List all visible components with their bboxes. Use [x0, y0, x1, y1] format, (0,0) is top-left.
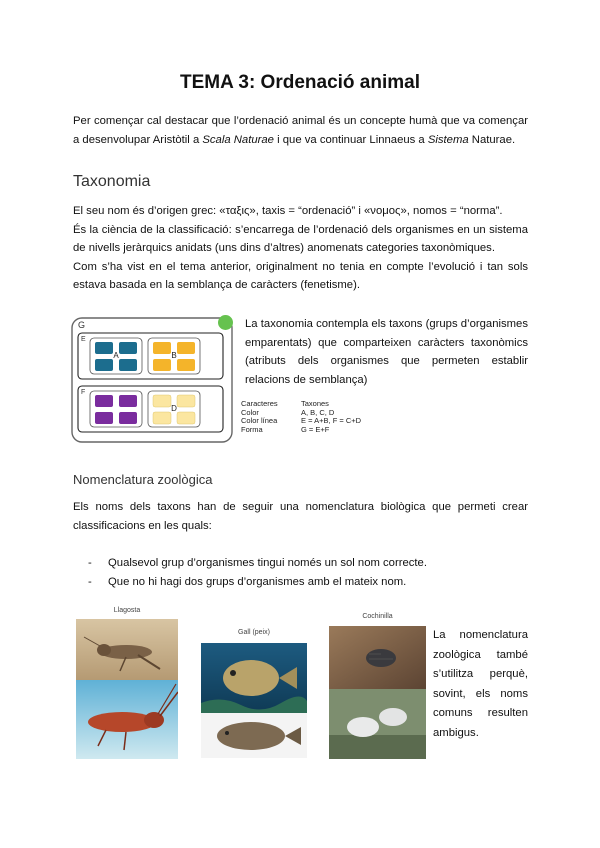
caption-gall-peix: Gall (peix) — [238, 629, 270, 636]
cell-b — [177, 342, 195, 354]
intro-text-3: Naturae. — [468, 133, 516, 146]
list-item: - Qualsevol grup d’organismes tingui només un sol nom correcte. — [88, 554, 528, 573]
woodlouse-photo — [329, 626, 426, 689]
caption-llagosta: Llagosta — [113, 607, 141, 614]
cell-d — [153, 395, 171, 407]
diagram-legend — [241, 400, 381, 440]
cell-a — [119, 342, 137, 354]
fish-underwater-photo — [201, 643, 307, 713]
grasshopper-photo — [76, 619, 178, 680]
taxon-explanation: La taxonomia contempla els taxons (grups d’organismes emparentats) que comparteixen caràcters taxonòmics (atributs dels organismes que permeten establir relacions de semblança) — [245, 318, 528, 386]
group-e-outline — [78, 333, 223, 379]
legend-row: Caracteres Taxones — [241, 399, 329, 408]
cell-a — [95, 342, 113, 354]
nomenclatura-side-text: La nomenclatura zoològica també s’utilitza perquè, sovint, els noms comuns resulten ambigus. — [433, 629, 528, 739]
intro-paragraph — [73, 112, 528, 149]
label-d: D — [171, 404, 177, 413]
label-f: F — [81, 389, 86, 396]
section-heading-taxonomia: Taxonomia — [73, 173, 151, 190]
taxonomy-diagram — [70, 316, 235, 444]
green-bullet-icon — [218, 315, 233, 330]
cell-d — [177, 412, 195, 424]
legend-row: Forma G = E+F — [241, 424, 330, 434]
cell-c — [119, 412, 137, 424]
intro-text-2: i que va continuar Linnaeus a — [273, 133, 428, 146]
legend-row: Color línea E = A+B, F = C+D — [241, 416, 362, 426]
label-b: B — [171, 351, 177, 360]
intro-work-sistema: Sistema — [427, 133, 469, 146]
lobster-photo — [76, 680, 178, 759]
taxonomia-definition: És la ciència de la classificació: s’encarrega de l’ordenació dels organismes en un sistema de nivells jeràrquics anidats (uns dins d’altres) anomenats categories taxonòmiques. — [73, 223, 528, 254]
cell-b — [153, 342, 171, 354]
cell-a — [119, 359, 137, 371]
caption-cochinilla: Cochinilla — [362, 613, 393, 620]
cell-d — [153, 412, 171, 424]
label-a: A — [113, 351, 119, 360]
legend-row: Color A, B, C, D — [241, 407, 335, 417]
group-f-outline — [78, 386, 223, 432]
page-title: TEMA 3: Ordenació animal — [179, 72, 420, 93]
taxonomia-paragraphs — [73, 202, 528, 295]
taxonomia-history: Com s’ha vist en el tema anterior, originalment no tenia en compte l’evolució i tan sols estava basada en la semblança de caràcters (fenetisme). — [73, 260, 528, 291]
cell-c — [119, 395, 137, 407]
cell-d — [177, 395, 195, 407]
mealybug-photo — [329, 689, 426, 759]
section-heading-nomenclatura: Nomenclatura zoològica — [73, 472, 213, 487]
nomenclatura-rules-list — [88, 554, 528, 592]
cell-c — [95, 395, 113, 407]
cell-b — [177, 359, 195, 371]
label-g: G — [78, 320, 86, 330]
intro-work-scala-naturae: Scala Naturae — [202, 133, 274, 146]
intro-text-1: Per començar cal destacar que l’ordenació animal és un concepte humà que va començar a desenvolupar Aristòtil a — [73, 115, 528, 146]
taxonomia-etymology: El seu nom és d’origen grec: «ταξις», taxis = “ordenació” i «νομος», nomos = “norma”. — [73, 205, 503, 217]
label-c: C — [113, 404, 119, 413]
label-e: E — [81, 336, 86, 343]
cell-a — [95, 359, 113, 371]
cell-c — [95, 412, 113, 424]
fish-flat-photo — [201, 713, 307, 758]
list-item: - Que no hi hagi dos grups d’organismes amb el mateix nom. — [88, 573, 528, 592]
nomenclatura-intro: Els noms dels taxons han de seguir una nomenclatura biològica que permeti crear classificacions en les quals: — [73, 501, 528, 532]
cell-b — [153, 359, 171, 371]
